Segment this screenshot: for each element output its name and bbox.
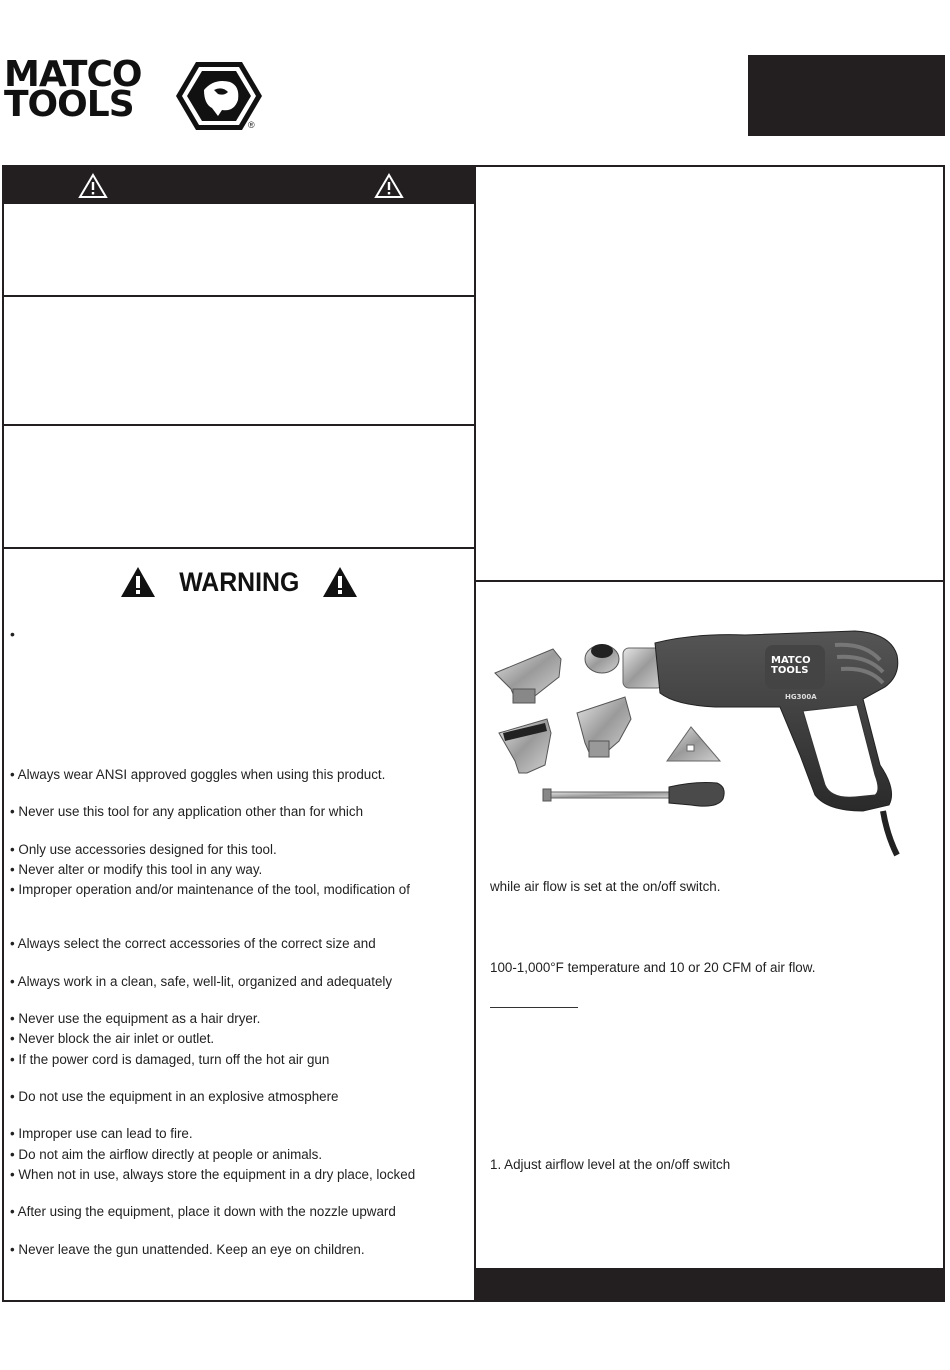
specification-note: 100-1,000°F temperature and 10 or 20 CFM of air flow.: [490, 960, 816, 975]
bullet-marker: •: [10, 626, 15, 642]
registered-mark: ®: [248, 120, 255, 130]
column-divider: [474, 165, 476, 1302]
logo-wordmark: [4, 54, 142, 125]
warning-bullet: • Never use this tool for any application other than for which: [10, 804, 364, 819]
heat-gun-kit-illustration: [485, 615, 925, 865]
operation-note: while air flow is set at the on/off switch.: [490, 879, 721, 894]
reducer-nozzle-icon: [585, 644, 619, 673]
scraper-icon: [667, 727, 720, 761]
warning-triangle-icon: [322, 566, 358, 598]
warning-bullet: • Always wear ANSI approved goggles when using this product.: [10, 767, 386, 782]
danger-header-bar: [4, 167, 474, 204]
deflector-nozzle-icon: [577, 697, 631, 757]
section-divider: [4, 295, 474, 297]
heading-underline: [490, 1007, 578, 1008]
section-divider: [476, 580, 945, 582]
warning-triangle-icon: [120, 566, 156, 598]
warning-bullet: • If the power cord is damaged, turn off the hot air gun: [10, 1052, 330, 1067]
warning-bullet: • Always work in a clean, safe, well-lit, organized and adequately: [10, 974, 393, 989]
warning-bullet: • Never leave the gun unattended. Keep an eye on children.: [10, 1242, 365, 1257]
warning-header: [4, 562, 474, 602]
warning-bullet: • Only use accessories designed for this tool.: [10, 842, 277, 857]
warning-bullet: • Never use the equipment as a hair dryer.: [10, 1011, 261, 1026]
warning-bullet: • Do not aim the airflow directly at people or animals.: [10, 1147, 323, 1162]
warning-bullet: • Always select the correct accessories of the correct size and: [10, 936, 376, 951]
heat-gun-icon: [623, 631, 898, 855]
warning-bullet: • After using the equipment, place it down with the nozzle upward: [10, 1204, 396, 1219]
header-black-box: [748, 55, 945, 136]
reflector-nozzle-icon: [499, 719, 551, 773]
warning-bullet: • Never block the air inlet or outlet.: [10, 1031, 215, 1046]
warning-bullet: • Do not use the equipment in an explosive atmosphere: [10, 1089, 339, 1104]
logo-line-matco: MATCO: [4, 54, 142, 95]
warning-bullet: • When not in use, always store the equipment in a dry place, locked: [10, 1167, 416, 1182]
gun-logo-line2: TOOLS: [771, 665, 809, 676]
gun-model-label: HG300A: [785, 693, 817, 701]
matco-tools-logo: [4, 54, 264, 132]
instruction-step-1: 1. Adjust airflow level at the on/off switch: [490, 1157, 731, 1172]
flat-nozzle-icon: [495, 649, 561, 703]
logo-line-tools: TOOLS: [4, 84, 134, 125]
hazard-triangle-icon: [78, 173, 108, 199]
scraper-handle-icon: [543, 783, 724, 807]
warning-bullet: • Improper use can lead to fire.: [10, 1126, 193, 1141]
section-divider: [4, 424, 474, 426]
warning-title: WARNING: [178, 566, 300, 597]
warning-bullet: • Never alter or modify this tool in any way.: [10, 862, 263, 877]
footer-bar: [476, 1268, 945, 1300]
hazard-triangle-icon: [374, 173, 404, 199]
warning-bullet: • Improper operation and/or maintenance of the tool, modification of: [10, 882, 410, 897]
gun-logo-line1: MATCO: [771, 655, 811, 666]
section-divider: [4, 547, 474, 549]
